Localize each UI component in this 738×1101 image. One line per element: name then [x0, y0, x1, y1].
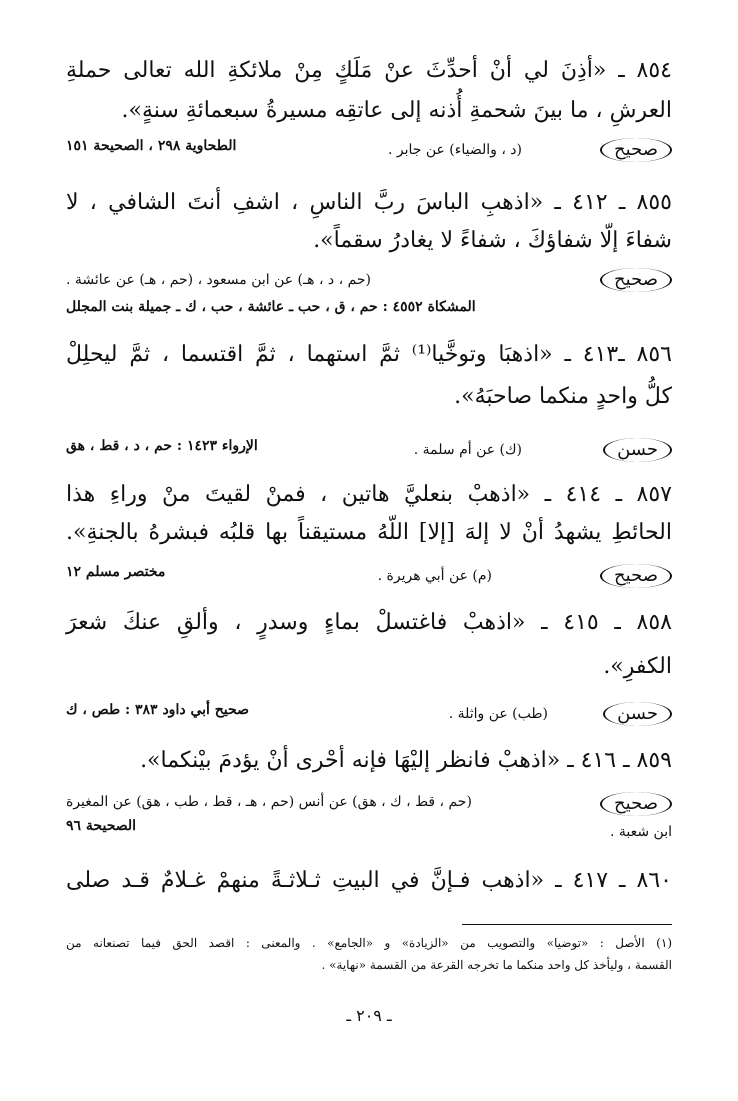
hadith-858-line-1: ٨٥٨ ـ ٤١٥ ـ «اذهبْ فاغتسلْ بماءٍ وسدرٍ ، وألقِ عنكَ شعرَ — [66, 610, 672, 635]
grade-badge: حسن — [603, 702, 672, 726]
hadith-reference: الصحيحة ٩٦ — [66, 818, 137, 834]
grade-badge: حسن — [603, 438, 672, 462]
hadith-855-reference: المشكاة ٤٥٥٢ : حم ، ق ، حب ـ عائشة ، حب ، ك ـ جميلة بنت المجلل — [66, 299, 476, 315]
footnote-line-2: القسمة ، وليأخذ كل واحد منكما ما تخرجه القرعة من القسمة «نهاية» . — [321, 958, 672, 972]
hadith-source-continued: ابن شعبة . — [609, 824, 672, 840]
hadith-857-line-1: ٨٥٧ ـ ٤١٤ ـ «اذهبْ بنعليَّ هاتين ، فمنْ لقيتَ منْ وراءِ هذا — [66, 482, 672, 507]
hadith-858-line-2: الكفرِ». — [603, 654, 672, 679]
hadith-857-line-2: الحائطِ يشهدُ أنْ لا إلهَ [إلا] اللّهُ مستيقناً بها قلبُه فبشرهُ بالجنةِ». — [66, 520, 672, 545]
hadith-854-source-row — [66, 136, 672, 166]
hadith-source: (د ، والضياء) عن جابر . — [387, 142, 522, 158]
hadith-856-line-1: ٨٥٦ ـ٤١٣ ـ «اذهبَا وتوخَّيا⁽¹⁾ ثمَّ استهما ، ثمَّ اقتسما ، ثمَّ ليحلِلْ — [66, 342, 672, 367]
hadith-source: (حم ، قط ، ك ، هق) عن أنس (حم ، هـ ، قط ، طب ، هق) عن المغيرة — [66, 794, 472, 810]
grade-badge: صحيح — [600, 564, 672, 588]
hadith-859-source-row-2 — [66, 818, 672, 842]
footnote-line-1: (١) الأصل : «توضيا» والتصويب من «الزيادة» و «الجامع» . والمعنى : اقصد الحق فيما تصنعانه من — [66, 936, 672, 950]
hadith-reference: صحيح أبي داود ٣٨٣ : طص ، ك — [66, 702, 249, 718]
hadith-854-line-1: ٨٥٤ ـ «أذِنَ لي أنْ أحدِّثَ عنْ مَلَكٍ مِنْ ملائكةِ الله تعالى حملةِ — [66, 58, 672, 83]
hadith-857-source-row — [66, 562, 672, 592]
hadith-source: (حم ، د ، هـ) عن ابن مسعود ، (حم ، هـ) عن عائشة . — [66, 272, 372, 288]
grade-badge: صحيح — [600, 792, 672, 816]
grade-badge: صحيح — [600, 268, 672, 292]
page-number: ـ ٢٠٩ ـ — [346, 1006, 392, 1025]
hadith-855-line-1: ٨٥٥ ـ ٤١٢ ـ «اذهبِ الباسَ ربَّ الناسِ ، اشفِ أنتَ الشافي ، لا — [66, 190, 672, 215]
hadith-859-source-row — [66, 790, 672, 820]
hadith-source: (ك) عن أم سلمة . — [413, 442, 522, 458]
footnote-divider — [462, 924, 672, 925]
hadith-reference: الطحاوية ٢٩٨ ، الصحيحة ١٥١ — [66, 138, 237, 154]
hadith-855-source-row — [66, 266, 672, 296]
hadith-reference: الإرواء ١٤٢٣ : حم ، د ، قط ، هق — [66, 438, 258, 454]
hadith-reference: مختصر مسلم ١٢ — [66, 564, 166, 580]
hadith-859-line-1: ٨٥٩ ـ ٤١٦ ـ «اذهبْ فانظر إليْهَا فإنه أحْرى أنْ يؤدمَ بيْنكما». — [140, 748, 672, 773]
hadith-source: (م) عن أبي هريرة . — [377, 568, 492, 584]
hadith-source: (طب) عن واثلة . — [448, 706, 548, 722]
hadith-860-line-1: ٨٦٠ ـ ٤١٧ ـ «اذهب فـإنَّ في البيتِ ثـلاثـةً منهمْ غـلامٌ قـد صلى — [66, 868, 672, 893]
hadith-856-source-row — [66, 436, 672, 466]
hadith-856-line-2: كلُّ واحدٍ منكما صاحبَهُ». — [454, 384, 672, 409]
hadith-854-line-2: العرشِ ، ما بينَ شحمةِ أُذنه إلى عاتقِه مسيرةُ سبعمائةِ سنةٍ». — [121, 98, 672, 123]
grade-badge: صحيح — [600, 138, 672, 162]
hadith-858-source-row — [66, 700, 672, 730]
hadith-855-line-2: شفاءَ إلّا شفاؤكَ ، شفاءً لا يغادرُ سقماً». — [313, 228, 672, 253]
